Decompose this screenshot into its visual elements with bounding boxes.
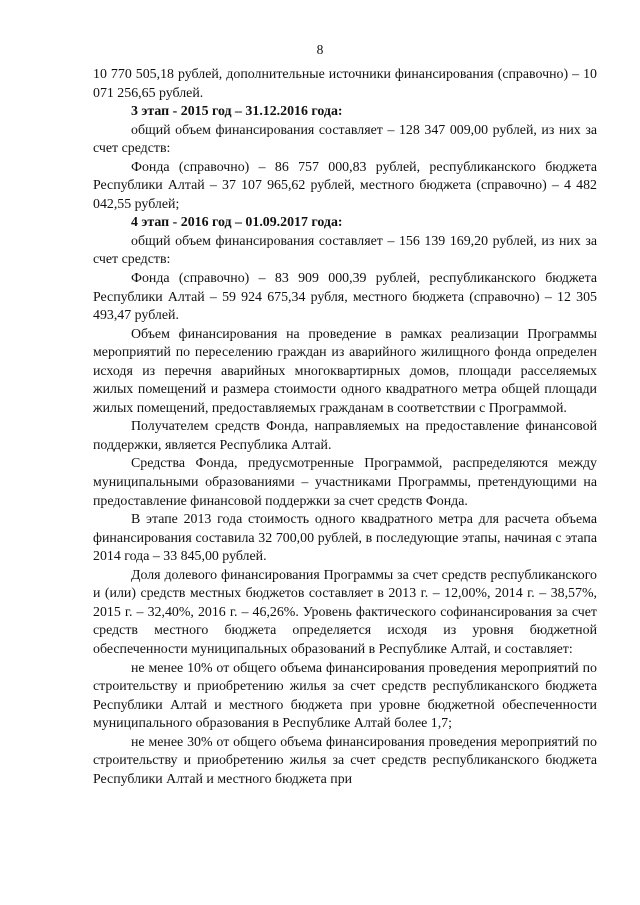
paragraph: общий объем финансирования составляет – 156 139 169,20 рублей, из них за счет средств: [93,233,597,268]
paragraph: общий объем финансирования составляет – 128 347 009,00 рублей, из них за счет средств: [93,122,597,157]
paragraph: Доля долевого финансирования Программы за счет средств республиканского и (или) средств местных бюджетов составляет в 2013 г. – 12,00%, 2014 г. – 38,57%, 2015 г. – 32,40%, 2016 г. – 46,26%. Уровень фактического софинансирования за счет средств местного бюджета определяется исходя из уровня бюджетной обеспеченности муниципальных образований в Республике Алтай, и составляет: [93,567,597,657]
paragraph: Объем финансирования на проведение в рамках реализации Программы мероприятий по переселению граждан из аварийного жилищного фонда определен исходя из перечня аварийных многоквартирных домов, площади расселяемых жилых помещений и размера стоимости одного квадратного метра общей площади жилых помещений, предоставляемых гражданам в соответствии с Программой. [93,326,597,416]
paragraph: 10 770 505,18 рублей, дополнительные источники финансирования (справочно) – 10 071 256,65 рублей. [93,67,597,101]
paragraph: Фонда (справочно) – 86 757 000,83 рублей, республиканского бюджета Республики Алтай – 37 107 965,62 рублей, местного бюджета (справочно) – 4 482 042,55 рублей; [93,159,597,212]
paragraph: Получателем средств Фонда, направляемых на предоставление финансовой поддержки, является Республика Алтай. [93,419,597,453]
stage-3-heading: 3 этап - 2015 год – 31.12.2016 года: [131,104,343,120]
paragraph: не менее 10% от общего объема финансирования проведения мероприятий по строительству и приобретению жилья за счет средств республиканского бюджета Республики Алтай и местного бюджета при уровне бюджетной обеспеченности муниципального образования в Республике Алтай более 1,7; [93,660,597,732]
paragraph: В этапе 2013 года стоимость одного квадратного метра для расчета объема финансирования составила 32 700,00 рублей, в последующие этапы, начиная с этапа 2014 года – 33 845,00 рублей. [93,512,597,565]
paragraph: не менее 30% от общего объема финансирования проведения мероприятий по строительству и приобретению жилья за счет средств республиканского бюджета Республики Алтай и местного бюджета при [93,734,597,787]
document-body [93,66,597,789]
paragraph: Средства Фонда, предусмотренные Программой, распределяются между муниципальными образованиями – участниками Программы, претендующими на предоставление финансовой поддержки за счет средств Фонда. [93,456,597,509]
paragraph: Фонда (справочно) – 83 909 000,39 рублей, республиканского бюджета Республики Алтай – 59 924 675,34 рубля, местного бюджета (справочно) – 12 305 493,47 рублей. [93,271,597,324]
page-number: 8 [316,42,324,57]
stage-4-heading: 4 этап - 2016 год – 01.09.2017 года: [131,215,343,231]
